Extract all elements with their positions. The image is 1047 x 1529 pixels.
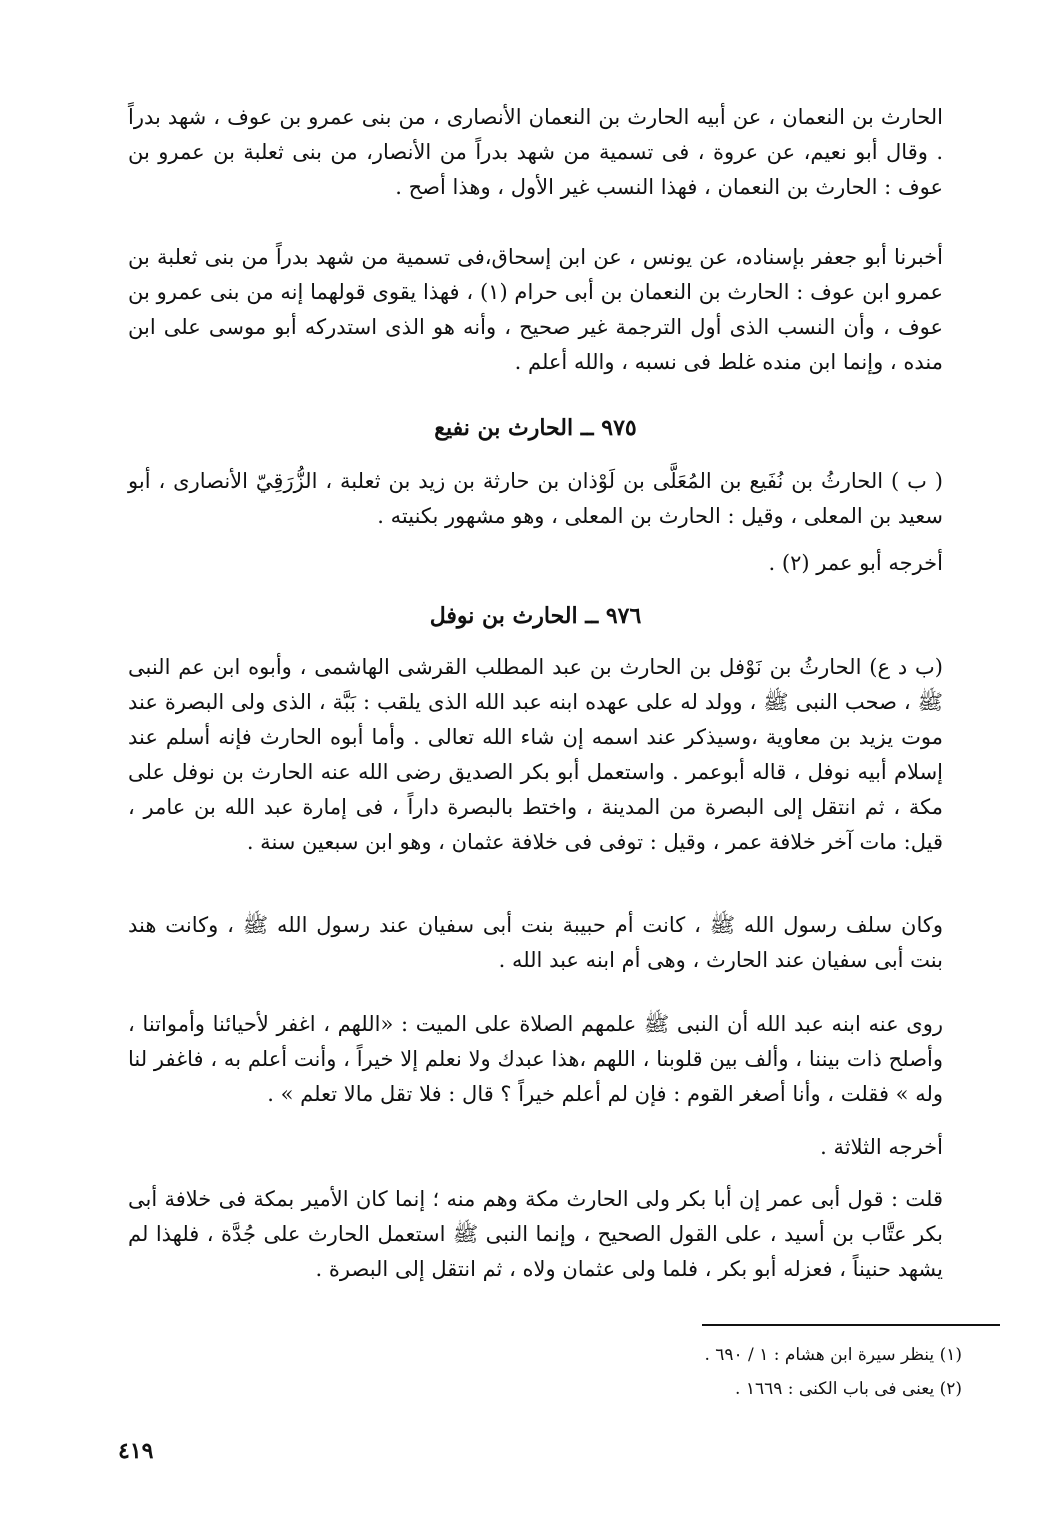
entry-976-paragraph-5: قلت : قول أبى عمر إن أبا بكر ولى الحارث مكة وهم منه ؛ إنما كان الأمير بمكة فى خلافة أبى بكر عتَّاب بن أسيد ، على القول الصحيح ، وإنما النبى ﷺ استعمل الحارث على جُدَّة ، فلهذا لم يشهد حنيناً ، فعزله أبو بكر ، فلما ولى عثمان ولاه ، ثم انتقل إلى البصرة . — [128, 1187, 943, 1281]
entry-976-paragraph-4: أخرجه الثلاثة . — [820, 1135, 943, 1159]
intro-paragraph-1: الحارث بن النعمان ، عن أبيه الحارث بن النعمان الأنصارى ، من بنى عمرو بن عوف ، شهد بدراً . وقال أبو نعيم، عن عروة ، فى تسمية من شهد بدراً من الأنصار، من بنى ثعلبة بن عمرو بن عوف : الحارث بن النعمان ، فهذا النسب غير الأول ، وهذا أصح . — [128, 105, 943, 199]
entry-976-title: ٩٧٦ ــ الحارث بن نوفل — [429, 603, 642, 629]
entry-976-paragraph-1: (ب د ع) الحارثُ بن نَوْفل بن الحارث بن عبد المطلب القرشى الهاشمى ، وأبوه ابن عم النبى ﷺ ، صحب النبى ﷺ ، وولد له على عهده ابنه عبد الله الذى يلقب : بَبَّة ، الذى ولى البصرة عند موت يزيد بن معاوية ،وسيذكر عند اسمه إن شاء الله تعالى . وأما أبوه الحارث فإنه أسلم عند إسلام أبيه نوفل ، قاله أبوعمر . واستعمل أبو بكر الصديق رضى الله عنه الحارث بن نوفل على مكة ، ثم انتقل إلى البصرة من المدينة ، واختط بالبصرة داراً ، فى إمارة عبد الله بن عامر ، قيل: مات آخر خلافة عمر ، وقيل : توفى فى خلافة عثمان ، وهو ابن سبعين سنة . — [128, 655, 943, 854]
page-number: ٤١٩ — [118, 1438, 154, 1464]
entry-975-title: ٩٧٥ ــ الحارث بن نفيع — [434, 415, 637, 441]
footnote-1: (١) ينظر سيرة ابن هشام : ١ / ٦٩٠ . — [704, 1345, 962, 1365]
entry-976-paragraph-2: وكان سلف رسول الله ﷺ ، كانت أم حبيبة بنت أبى سفيان عند رسول الله ﷺ ، وكانت هند بنت أبى سفيان عند الحارث ، وهى أم ابنه عبد الله . — [128, 913, 943, 972]
intro-paragraph-2: أخبرنا أبو جعفر بإسناده، عن يونس ، عن ابن إسحاق،فى تسمية من شهد بدراً من بنى ثعلبة بن عمرو ابن عوف : الحارث بن النعمان بن أبى حرام (١) ، فهذا يقوى قولهما إنه من بنى عمرو بن عوف ، وأن النسب الذى أول الترجمة غير صحيح ، وأنه هو الذى استدركه أبو موسى على ابن منده ، وإنما ابن منده غلط فى نسبه ، والله أعلم . — [128, 245, 943, 374]
entry-976-paragraph-3: روى عنه ابنه عبد الله أن النبى ﷺ علمهم الصلاة على الميت : «اللهم ، اغفر لأحيائنا وأمواتنا ، وأصلح ذات بيننا ، وألف بين قلوبنا ، اللهم ،هذا عبدك ولا نعلم إلا خيراً ، وأنت أعلم به ، فاغفر لنا وله » فقلت ، وأنا أصغر القوم : فإن لم أعلم خيراً ؟ قال : فلا تقل مالا تعلم » . — [128, 1012, 943, 1106]
footnote-2: (٢) يعنى فى باب الكنى : ١٦٦٩ . — [735, 1379, 962, 1399]
footnote-separator — [702, 1324, 1000, 1326]
entry-975-paragraph-2: أخرجه أبو عمر (٢) . — [768, 551, 943, 575]
entry-975-paragraph-1: ( ب ) الحارثُ بن نُفَيع بن المُعَلَّى بن لَوْذان بن حارثة بن زيد بن ثعلبة ، الزُّرَقِيّ الأنصارى ، أبو سعيد بن المعلى ، وقيل : الحارث بن المعلى ، وهو مشهور بكنيته . — [128, 469, 944, 528]
